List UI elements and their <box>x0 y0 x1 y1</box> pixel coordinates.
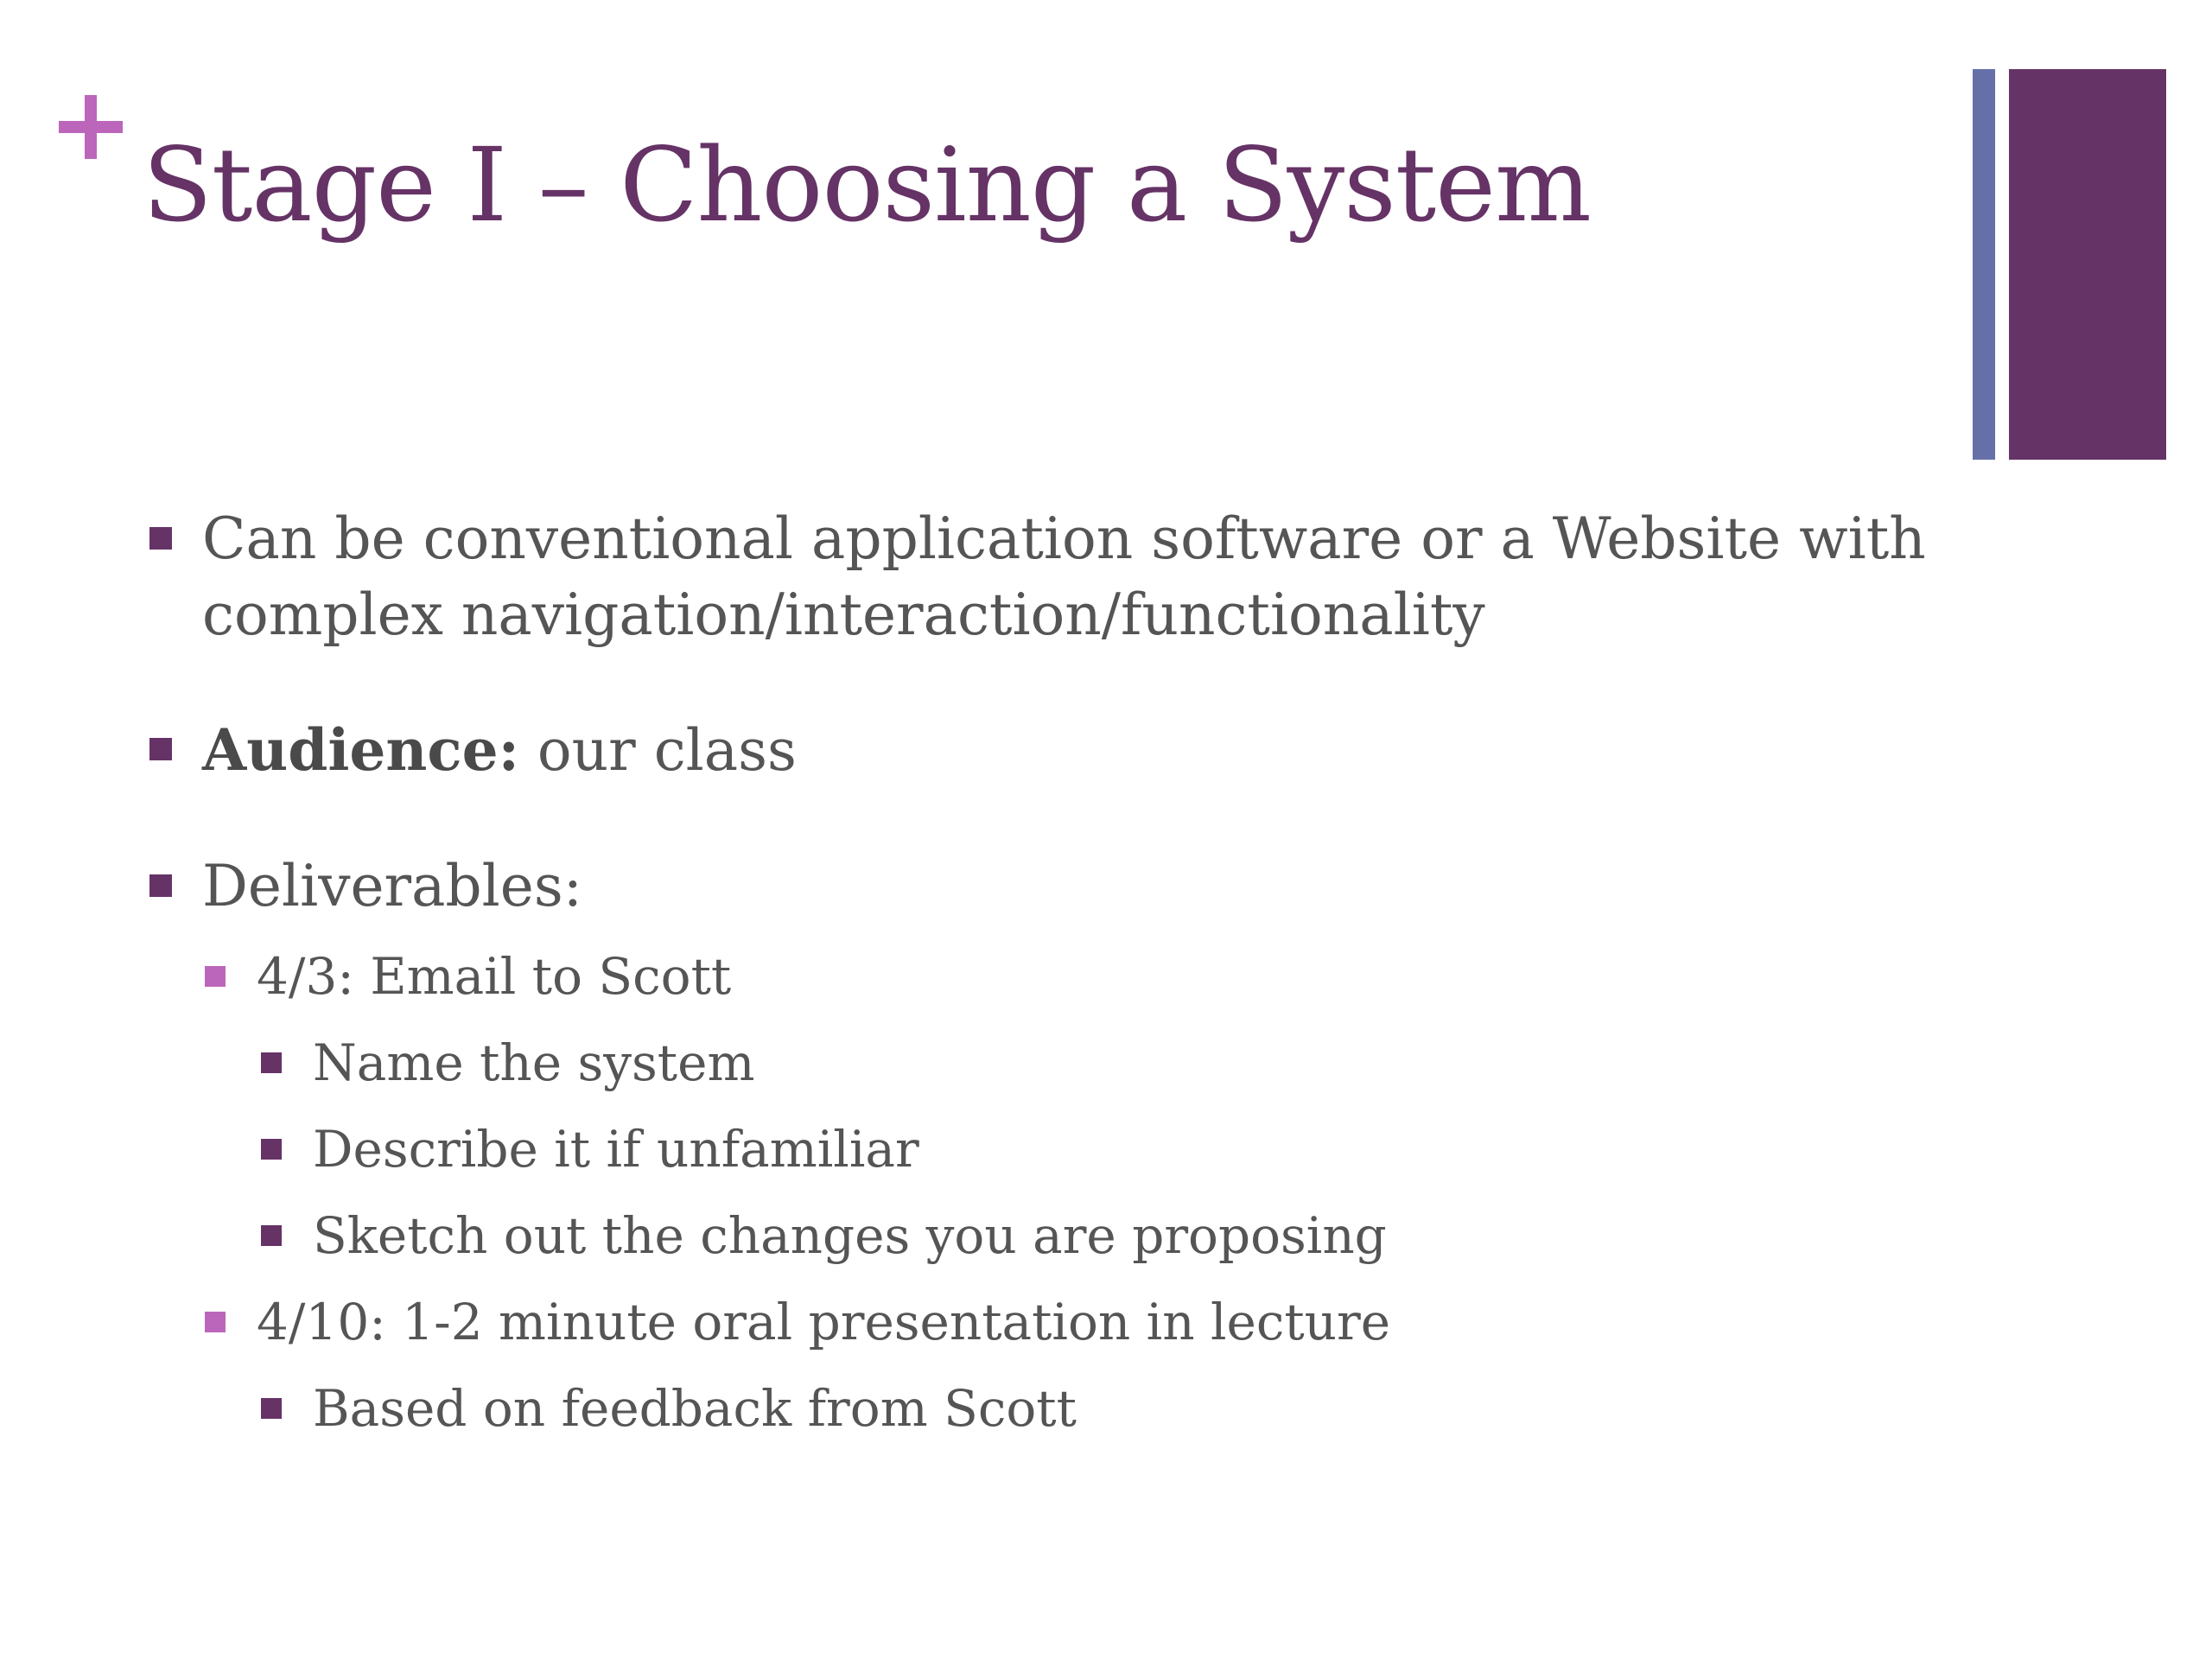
sub-bullet-text: 4/3: Email to Scott <box>257 947 732 1006</box>
sub-sub-bullet-text: Describe it if unfamiliar <box>313 1120 919 1179</box>
square-bullet-icon <box>149 738 172 760</box>
square-bullet-icon <box>261 1139 282 1160</box>
square-bullet-icon <box>205 966 226 987</box>
bullet-item <box>147 501 1926 653</box>
audience-label: Audience: <box>202 716 519 784</box>
bullet-item <box>147 849 582 925</box>
square-bullet-icon <box>149 874 172 897</box>
sub-sub-bullet-text: Name the system <box>313 1033 755 1092</box>
sub-sub-bullet-item <box>259 1376 1077 1441</box>
sub-sub-bullet-item <box>259 1116 919 1182</box>
sub-sub-bullet-item <box>259 1203 1387 1268</box>
sub-bullet-text: 4/10: 1-2 minute oral presentation in lecture <box>257 1293 1391 1351</box>
bullet-text-line-2: complex navigation/interaction/functionality <box>202 582 1485 648</box>
sub-bullet-item <box>203 1289 1390 1355</box>
sub-sub-bullet-text: Based on feedback from Scott <box>313 1379 1077 1438</box>
slide-title: Stage I – Choosing a System <box>143 125 1591 245</box>
square-bullet-icon <box>205 1312 226 1332</box>
sub-sub-bullet-text: Sketch out the changes you are proposing <box>313 1206 1387 1265</box>
square-bullet-icon <box>261 1052 282 1073</box>
square-bullet-icon <box>149 527 172 550</box>
accent-bar-thin <box>1973 69 1995 460</box>
audience-value: our class <box>518 717 797 784</box>
sub-sub-bullet-item <box>259 1030 754 1096</box>
bullet-item <box>147 712 797 789</box>
sub-bullet-item <box>203 944 731 1009</box>
accent-bar-thick <box>2009 69 2166 460</box>
plus-icon <box>59 95 123 159</box>
bullet-text-line-1: Can be conventional application software or a Website with <box>202 505 1926 572</box>
square-bullet-icon <box>261 1398 282 1419</box>
bullet-text: Deliverables: <box>202 853 582 919</box>
square-bullet-icon <box>261 1225 282 1246</box>
